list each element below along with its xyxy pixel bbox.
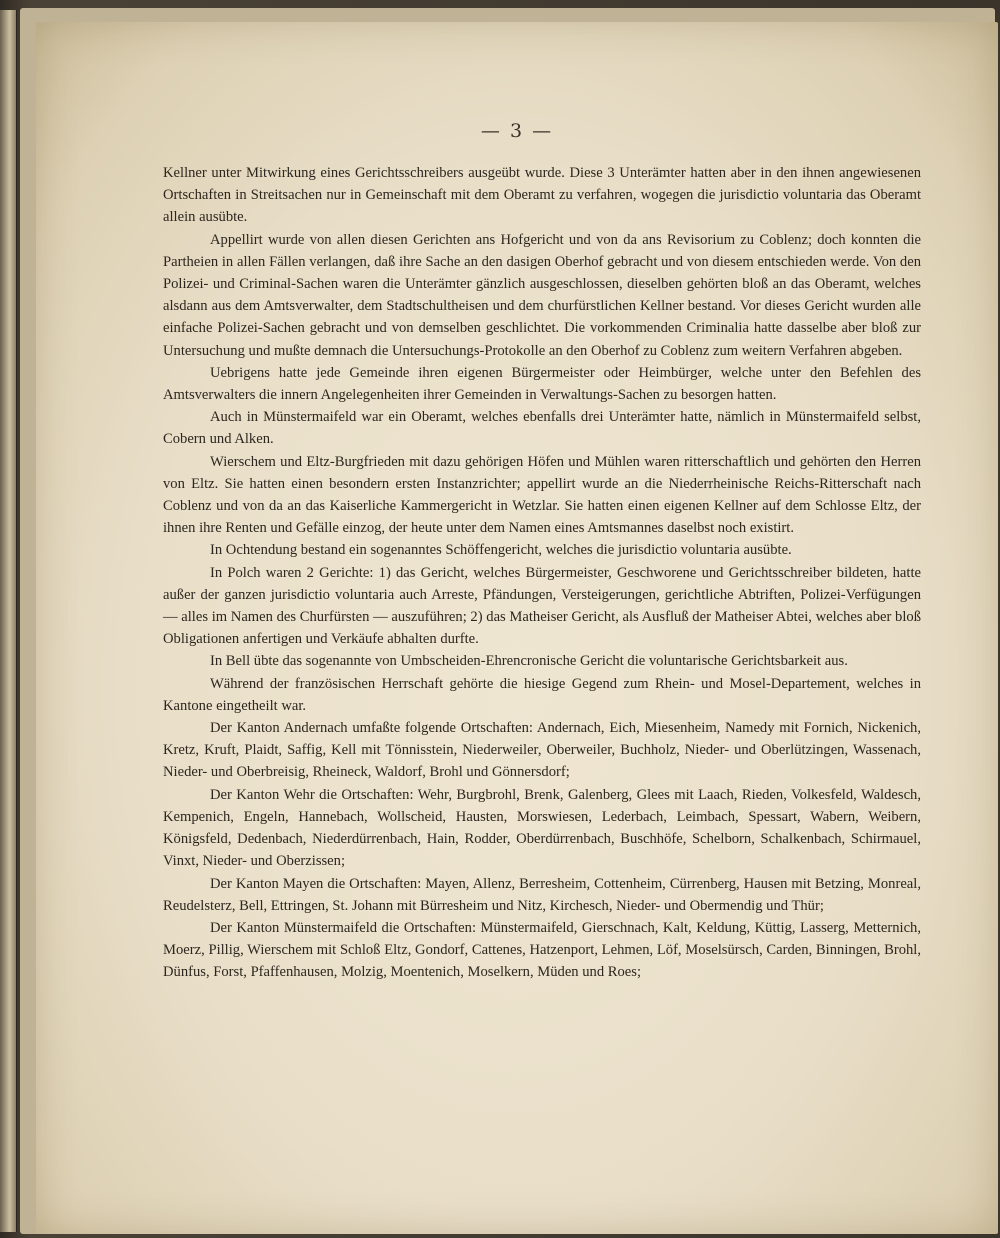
paragraph-7: In Polch waren 2 Gerichte: 1) das Gericht, welches Bürgermeister, Geschworene und Gerichtsschreiber bildeten, hatte außer der ganzen jurisdictio voluntaria auch Arreste, Pfändungen, Versteigerungen, gerichtliche Abtriften, Polizei-Verfügungen — alles im Namen des Churfürsten — auszuführen; 2) das Matheiser Gericht, als Ausfluß der Matheiser Abtei, welches aber bloß Obligationen anfertigen und Verkäufe abhalten durfte. xyxy=(163,564,921,648)
paragraph-9: Während der französischen Herrschaft gehörte die hiesige Gegend zum Rhein- und Mosel-Departement, welches in Kantone eingetheilt war. xyxy=(163,675,921,714)
text-body xyxy=(163,162,921,984)
book-spine-edge xyxy=(0,10,17,1232)
paragraph-3: Uebrigens hatte jede Gemeinde ihren eigenen Bürgermeister oder Heimbürger, welche unter den Befehlen des Amtsverwalters die innern Angelegenheiten ihrer Gemeinden in Verwaltungs-Sachen zu besorgen hatten. xyxy=(163,364,921,404)
paragraph-5: Wierschem und Eltz-Burgfrieden mit dazu gehörigen Höfen und Mühlen waren ritterschaftlich und gehörten den Herren von Eltz. Sie hatten einen besondern ersten Instanzrichter; appellirt wurde an die Niederrheinische Reichs-Ritterschaft nach Coblenz und von da an das Kaiserliche Kammergericht in Wetzlar. Sie hatten einen eigenen Kellner auf dem Schlosse Eltz, der ihnen ihre Renten und Gefälle einzog, der heute unter dem Namen eines Amtsmannes daselbst noch existirt. xyxy=(163,453,921,537)
paragraph-2: Appellirt wurde von allen diesen Gerichten ans Hofgericht und von da ans Revisorium zu Coblenz; doch konnten die Partheien in allen Fällen verlangen, daß ihre Sache an den dasigen Oberhof gebracht und von diesem entschieden werde. Von den Polizei- und Criminal-Sachen waren die Unterämter gänzlich ausgeschlossen, dieselben gehörten bloß an das Oberamt, welches alsdann aus dem Amtsverwalter, dem Stadtschultheisen und dem churfürstlichen Kellner bestand. Vor dieses Gericht wurden alle einfache Polizei-Sachen gebracht und von demselben geschlichtet. Die vorkommenden Criminalia hatte dasselbe aber bloß zur Untersuchung und mußte demnach die Untersuchungs-Protokolle an den Oberhof zu Coblenz zum weitern Verfahren abgeben. xyxy=(163,231,921,359)
paragraph-4: Auch in Münstermaifeld war ein Oberamt, welches ebenfalls drei Unterämter hatte, nämlich in Münstermaifeld selbst, Cobern und Alken. xyxy=(163,409,921,448)
page xyxy=(36,22,998,1234)
paragraph-13: Der Kanton Münstermaifeld die Ortschaften: Münstermaifeld, Gierschnach, Kalt, Keldung, Küttig, Lasserg, Metternich, Moerz, Pillig, Wierschem mit Schloß Eltz, Gondorf, Cattenes, Hatzenport, Lehmen, Löf, Moselsürsch, Carden, Binningen, Brohl, Dünfus, Forst, Pfaffenhausen, Molzig, Moentenich, Moselkern, Müden und Roes; xyxy=(163,919,921,981)
paragraph-10: Der Kanton Andernach umfaßte folgende Ortschaften: Andernach, Eich, Miesenheim, Namedy mit Fornich, Nickenich, Kretz, Kruft, Plaidt, Saffig, Kell mit Tönnisstein, Niederweiler, Oberweiler, Buchholz, Nieder- und Oberlützingen, Wassenach, Nieder- und Oberbreisig, Rheineck, Waldorf, Brohl und Gönnersdorf; xyxy=(163,720,921,781)
paragraph-12: Der Kanton Mayen die Ortschaften: Mayen, Allenz, Berresheim, Cottenheim, Cürrenberg, Hausen mit Betzing, Monreal, Reudelsterz, Bell, Ettringen, St. Johann mit Bürresheim und Nitz, Kirchesch, Nieder- und Obermendig und Thür; xyxy=(163,875,921,914)
page-stack xyxy=(20,8,995,1234)
paragraph-11: Der Kanton Wehr die Ortschaften: Wehr, Burgbrohl, Brenk, Galenberg, Glees mit Laach, Rieden, Volkesfeld, Waldesch, Kempenich, Engeln, Hannebach, Wollscheid, Hausten, Morswiesen, Lederbach, Leimbach, Spessart, Wabern, Weibern, Königsfeld, Dedenbach, Niederdürrenbach, Hain, Rodder, Oberdürrenbach, Buschhöfe, Schelborn, Schalkenbach, Schirmauel, Vinxt, Nieder- und Oberzissen; xyxy=(163,786,921,870)
page-number: — 3 — xyxy=(480,120,554,142)
paragraph-8: In Bell übte das sogenannte von Umbscheiden-Ehrencronische Gericht die voluntarische Gerichtsbarkeit aus. xyxy=(210,653,848,670)
paragraph-1: Kellner unter Mitwirkung eines Gerichtsschreibers ausgeübt wurde. Diese 3 Unterämter hatten aber in den ihnen angewiesenen Ortschaften in Streitsachen nur in Gemeinschaft mit dem Oberamt zu verfahren, wogegen die jurisdictio voluntaria das Oberamt allein ausübte. xyxy=(163,165,921,226)
paragraph-6: In Ochtendung bestand ein sogenanntes Schöffengericht, welches die jurisdictio voluntaria ausübte. xyxy=(210,542,792,559)
